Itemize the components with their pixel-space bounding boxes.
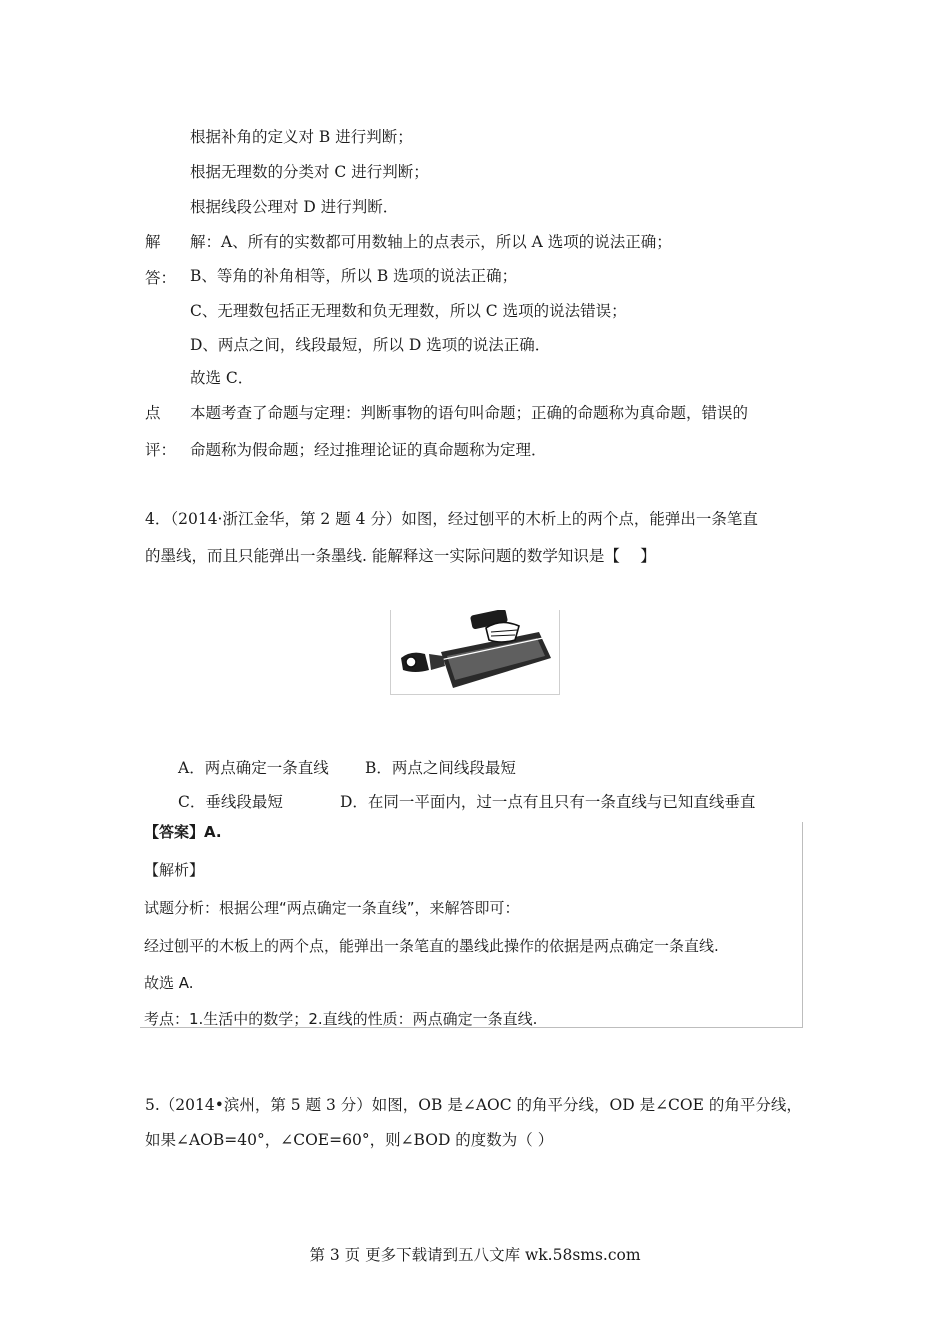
q4-solution-line-2: 经过刨平的木板上的两个点，能弹出一条笔直的墨线此操作的依据是两点确定一条直线.: [144, 937, 719, 955]
analysis-line-1: 根据补角的定义对 B 进行判断；: [190, 128, 413, 146]
answer-line-5: 故选 C．: [190, 369, 254, 387]
q4-solution-box: [140, 822, 803, 1028]
q4-solution-answer: 【答案】A.: [144, 823, 222, 841]
q4-solution-line-4: 考点：1.生活中的数学；2.直线的性质：两点确定一条直线.: [144, 1010, 538, 1028]
q4-solution-line-1: 试题分析：根据公理“两点确定一条直线”，来解答即可：: [144, 899, 520, 917]
q4-line-1: 4．（2014·浙江金华，第 2 题 4 分）如图，经过刨平的木析上的两个点，能弹出一条笔直: [145, 510, 758, 528]
q4-option-d: D．在同一平面内，过一点有且只有一条直线与已知直线垂直: [340, 793, 756, 811]
comment-line-1: 本题考查了命题与定理：判断事物的语句叫命题；正确的命题称为真命题，错误的: [190, 404, 749, 422]
answer-line-3: C、无理数包括正无理数和负无理数，所以 C 选项的说法错误；: [190, 302, 627, 320]
answer-label-top: 解: [145, 233, 161, 251]
comment-label-bottom: 评：: [145, 441, 177, 459]
chalk-line-illustration: [391, 610, 559, 694]
q5-line-1: 5.（2014•滨州，第 5 题 3 分）如图，OB 是∠AOC 的角平分线，OD 是∠COE 的角平分线，: [145, 1096, 802, 1114]
analysis-line-2: 根据无理数的分类对 C 进行判断；: [190, 163, 429, 181]
q4-line-2: 的墨线，而且只能弹出一条墨线. 能解释这一实际问题的数学知识是【 】: [145, 547, 656, 565]
answer-line-1: 解：A、所有的实数都可用数轴上的点表示，所以 A 选项的说法正确；: [190, 233, 672, 251]
q4-solution-line-3: 故选 A.: [144, 974, 194, 992]
q4-option-c: C．垂线段最短: [178, 793, 283, 811]
q5-line-2: 如果∠AOB=40°，∠COE=60°，则∠BOD 的度数为（ ）: [145, 1131, 554, 1149]
analysis-line-3: 根据线段公理对 D 进行判断．: [190, 198, 399, 216]
answer-label-bottom: 答：: [145, 269, 177, 287]
q4-figure-image: [390, 610, 560, 695]
page-footer: 第 3 页 更多下载请到五八文库 wk.58sms.com: [309, 1246, 641, 1264]
q4-option-b: B．两点之间线段最短: [365, 759, 516, 777]
answer-line-2: B、等角的补角相等，所以 B 选项的说法正确；: [190, 267, 518, 285]
q4-solution-analysis-title: 【解析】: [144, 861, 205, 879]
q4-option-a: A．两点确定一条直线: [178, 759, 329, 777]
answer-line-4: D、两点之间，线段最短，所以 D 选项的说法正确．: [190, 336, 551, 354]
comment-line-2: 命题称为假命题；经过推理论证的真命题称为定理．: [190, 441, 547, 459]
comment-label-top: 点: [145, 404, 161, 422]
